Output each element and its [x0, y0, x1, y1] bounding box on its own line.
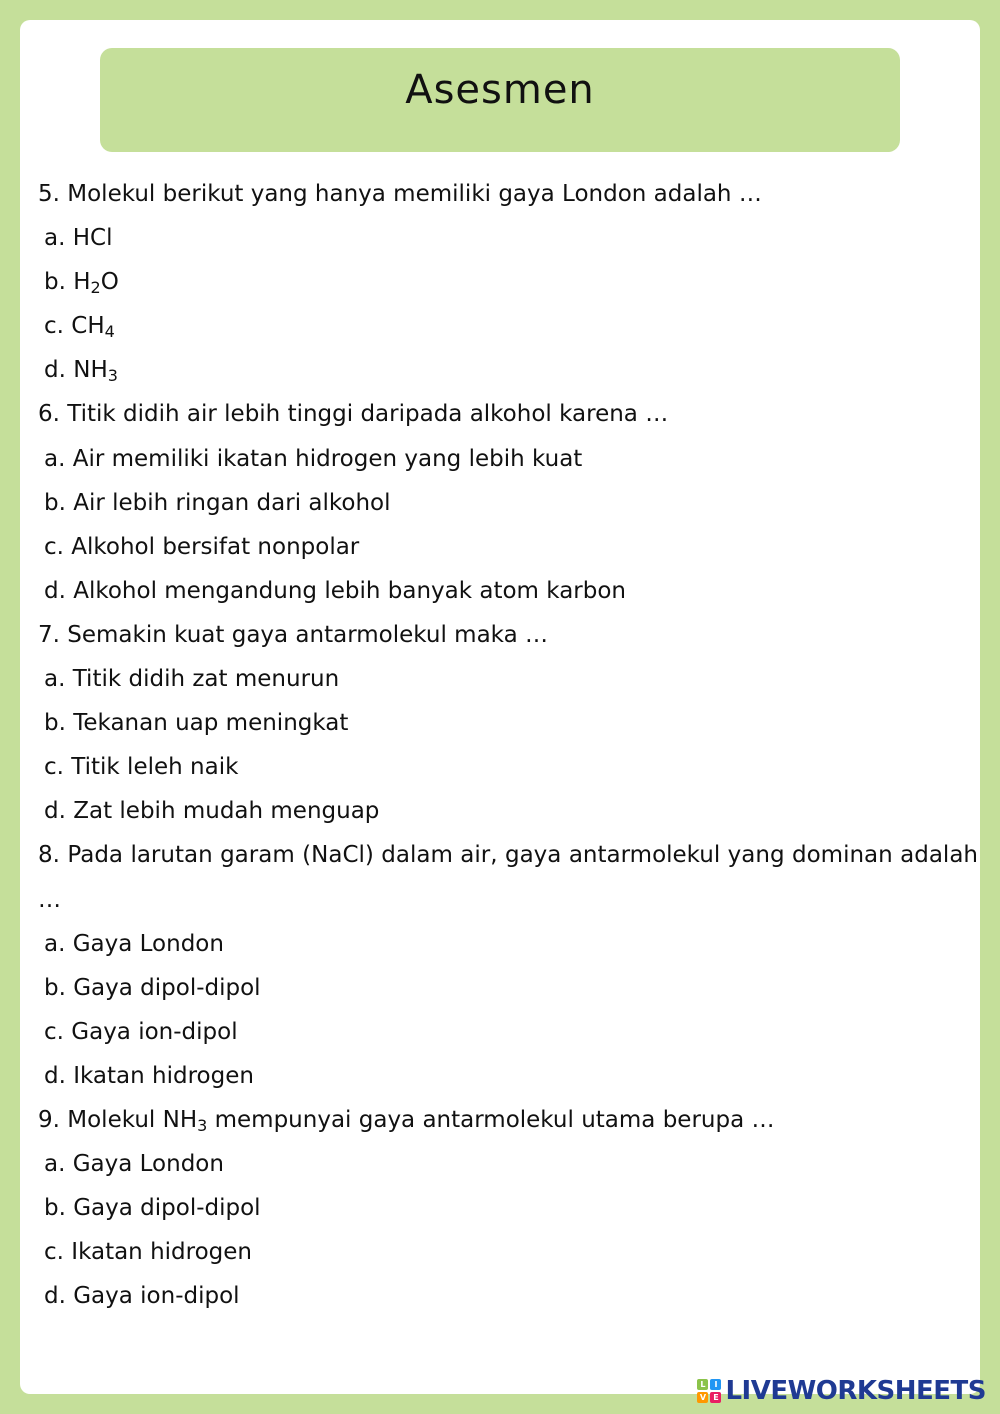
- subscript: 3: [197, 1115, 208, 1135]
- option-text: Tekanan uap meningkat: [73, 710, 349, 737]
- option-letter: d.: [44, 1062, 66, 1089]
- option-5d[interactable]: [38, 348, 978, 392]
- question-text: Pada larutan garam (NaCl) dalam air, gaya antarmolekul yang dominan adalah …: [38, 842, 978, 913]
- question-text: Titik didih air lebih tinggi daripada alkohol karena …: [67, 401, 669, 428]
- option-6a[interactable]: [38, 437, 978, 481]
- question-number: 5.: [38, 181, 60, 207]
- page-title: Asesmen: [405, 67, 595, 113]
- option-letter: c.: [44, 313, 64, 340]
- liveworksheets-footer[interactable]: [697, 1376, 986, 1406]
- option-6d[interactable]: [38, 569, 978, 613]
- option-text: Gaya London: [72, 1151, 224, 1178]
- option-9c[interactable]: [38, 1230, 978, 1274]
- option-text: Gaya ion-dipol: [73, 1283, 240, 1310]
- option-letter: b.: [44, 710, 66, 737]
- option-text: Gaya dipol-dipol: [73, 1195, 261, 1222]
- option-letter: b.: [44, 489, 66, 516]
- question-number: 8.: [38, 842, 60, 869]
- question-text: Molekul berikut yang hanya memiliki gaya London adalah …: [67, 181, 762, 207]
- option-text: Gaya dipol-dipol: [73, 974, 261, 1001]
- option-letter: b.: [44, 974, 66, 1001]
- option-8d[interactable]: [38, 1054, 978, 1098]
- question-text-suffix: mempunyai gaya antarmolekul utama berupa …: [207, 1106, 775, 1133]
- option-letter: a.: [44, 666, 66, 693]
- question-number: 7.: [38, 621, 60, 648]
- question-5: [38, 172, 978, 216]
- option-letter: a.: [44, 930, 66, 957]
- option-letter: c.: [44, 754, 64, 781]
- question-text: Molekul NH: [67, 1106, 198, 1133]
- option-letter: c.: [44, 1239, 64, 1266]
- option-text: Air lebih ringan dari alkohol: [73, 489, 391, 516]
- option-text: Alkohol mengandung lebih banyak atom karbon: [73, 577, 626, 604]
- option-text: Zat lebih mudah menguap: [73, 798, 380, 825]
- subscript: 3: [107, 366, 118, 386]
- option-9b[interactable]: [38, 1186, 978, 1230]
- option-text: Gaya ion-dipol: [71, 1018, 238, 1045]
- option-text: Alkohol bersifat nonpolar: [71, 533, 360, 560]
- option-letter: d.: [44, 577, 66, 604]
- option-text-suffix: O: [100, 269, 119, 296]
- logo-tile: L: [697, 1379, 708, 1390]
- option-letter: a.: [44, 445, 66, 472]
- question-number: 6.: [38, 401, 60, 428]
- logo-tile: E: [710, 1392, 721, 1403]
- option-text: Titik didih zat menurun: [72, 666, 340, 693]
- worksheet-page: [20, 20, 980, 1394]
- option-5a[interactable]: [38, 216, 978, 260]
- option-7d[interactable]: [38, 789, 978, 833]
- subscript: 2: [90, 278, 101, 298]
- option-8b[interactable]: [38, 966, 978, 1010]
- option-text: HCl: [72, 225, 113, 252]
- liveworksheets-logo-icon: [697, 1379, 721, 1403]
- question-9: [38, 1098, 978, 1142]
- option-7c[interactable]: [38, 745, 978, 789]
- option-6b[interactable]: [38, 481, 978, 525]
- question-text: Semakin kuat gaya antarmolekul maka …: [67, 621, 548, 648]
- option-7b[interactable]: [38, 701, 978, 745]
- question-7: [38, 613, 978, 657]
- option-text: Air memiliki ikatan hidrogen yang lebih kuat: [72, 445, 583, 472]
- option-5b[interactable]: [38, 260, 978, 304]
- option-text: H: [73, 269, 91, 296]
- option-8a[interactable]: [38, 922, 978, 966]
- option-7a[interactable]: [38, 657, 978, 701]
- question-6: [38, 392, 978, 436]
- logo-tile: V: [697, 1392, 708, 1403]
- question-number: 9.: [38, 1106, 60, 1133]
- option-6c[interactable]: [38, 525, 978, 569]
- option-text: Ikatan hidrogen: [73, 1062, 254, 1089]
- option-letter: c.: [44, 1018, 64, 1045]
- option-letter: c.: [44, 533, 64, 560]
- option-letter: d.: [44, 357, 66, 384]
- title-banner: [100, 48, 900, 152]
- question-8: [38, 833, 978, 921]
- option-5c[interactable]: [38, 304, 978, 348]
- option-text: NH: [73, 357, 108, 384]
- option-letter: b.: [44, 1195, 66, 1222]
- option-8c[interactable]: [38, 1010, 978, 1054]
- option-letter: b.: [44, 269, 66, 296]
- option-text: Ikatan hidrogen: [71, 1239, 252, 1266]
- subscript: 4: [104, 322, 115, 342]
- question-list: [38, 172, 978, 1318]
- option-text: Titik leleh naik: [71, 754, 239, 781]
- option-9a[interactable]: [38, 1142, 978, 1186]
- option-9d[interactable]: [38, 1274, 978, 1318]
- option-letter: a.: [44, 1151, 66, 1178]
- option-letter: d.: [44, 1283, 66, 1310]
- option-letter: d.: [44, 798, 66, 825]
- option-text: CH: [71, 313, 105, 340]
- option-text: Gaya London: [72, 930, 224, 957]
- option-letter: a.: [44, 225, 66, 252]
- brand-name: LIVEWORKSHEETS: [725, 1376, 986, 1406]
- logo-tile: I: [710, 1379, 721, 1390]
